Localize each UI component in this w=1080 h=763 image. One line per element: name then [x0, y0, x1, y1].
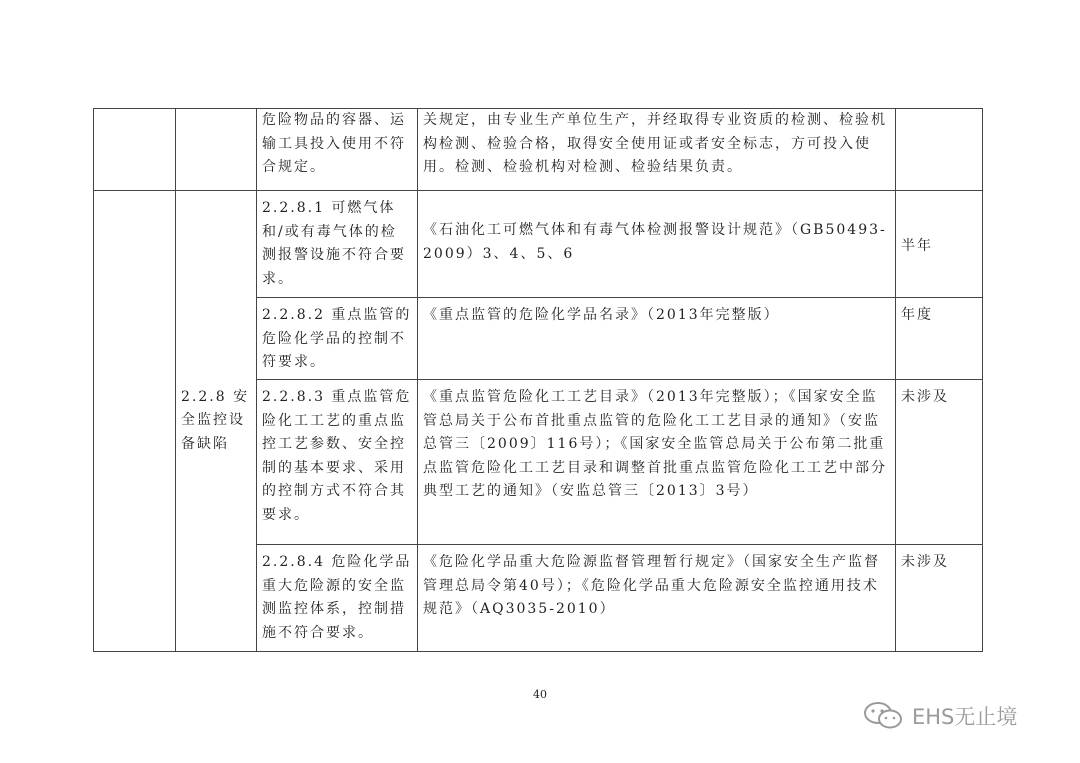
basis-text: 《重点监管危险化工工艺目录》（2013年完整版）；《国家安全监管总局关于公布首批重点监管的危险化工工艺目录的通知》（安监总管三〔2009〕116号）；《国家安全监管总局关于公布第二批重点监管危险化工工艺目录和调整首批重点监管危险化工工艺中部分典型工艺的通知》（安监总管三〔2013〕3号） [423, 389, 887, 499]
item-text: 2.2.8.2 重点监管的危险化学品的控制不符要求。 [262, 307, 412, 370]
basis-cell [418, 545, 896, 652]
basis-cell [418, 380, 896, 545]
item-text: 危险物品的容器、运输工具投入使用不符合规定。 [262, 112, 406, 175]
frequency-cell [896, 380, 983, 545]
item-text: 2.2.8.3 重点监管危险化工工艺的重点监控工艺参数、安全控制的基本要求、采用的控制方式不符合其要求。 [262, 389, 412, 523]
frequency-text: 未涉及 [901, 554, 949, 570]
regulation-table [93, 108, 983, 652]
basis-text: 《危险化学品重大危险源监督管理暂行规定》（国家安全生产监督管理总局令第40号）；《危险化学品重大危险源安全监控通用技术规范》（AQ3035-2010） [423, 554, 880, 617]
frequency-text: 年度 [901, 307, 933, 323]
wechat-icon [862, 701, 906, 731]
table-row [94, 109, 983, 191]
item-cell [257, 109, 418, 191]
basis-cell [418, 191, 896, 298]
item-text: 2.2.8.4 危险化学品重大危险源的安全监测监控体系，控制措施不符合要求。 [262, 554, 412, 641]
frequency-text: 半年 [901, 238, 933, 254]
basis-cell [418, 298, 896, 380]
group-label-cell [176, 191, 257, 652]
watermark [862, 701, 1017, 731]
page-number: 40 [533, 688, 547, 701]
frequency-cell [896, 191, 983, 298]
frequency-cell [896, 545, 983, 652]
group-label: 2.2.8 安全监控设备缺陷 [181, 388, 250, 452]
basis-text: 《石油化工可燃气体和有毒气体检测报警设计规范》（GB50493-2009）3、4、5、6 [423, 222, 887, 262]
item-cell [257, 380, 418, 545]
item-text: 2.2.8.1 可燃气体和/或有毒气体的检测报警设施不符合要求。 [262, 200, 406, 287]
table-row [94, 191, 983, 298]
category-cell [94, 191, 176, 652]
basis-text: 《重点监管的危险化学品名录》（2013年完整版） [423, 307, 780, 323]
frequency-cell [896, 298, 983, 380]
basis-text: 关规定，由专业生产单位生产，并经取得专业资质的检测、检验机构检测、检验合格，取得安全使用证或者安全标志，方可投入使用。检测、检验机构对检测、检验结果负责。 [423, 112, 887, 175]
category-cell [94, 109, 176, 191]
subcategory-cell [176, 109, 257, 191]
item-cell [257, 191, 418, 298]
watermark-text: EHS无止境 [912, 705, 1018, 729]
item-cell [257, 298, 418, 380]
frequency-cell [896, 109, 983, 191]
frequency-text: 未涉及 [901, 389, 949, 405]
item-cell [257, 545, 418, 652]
basis-cell [418, 109, 896, 191]
